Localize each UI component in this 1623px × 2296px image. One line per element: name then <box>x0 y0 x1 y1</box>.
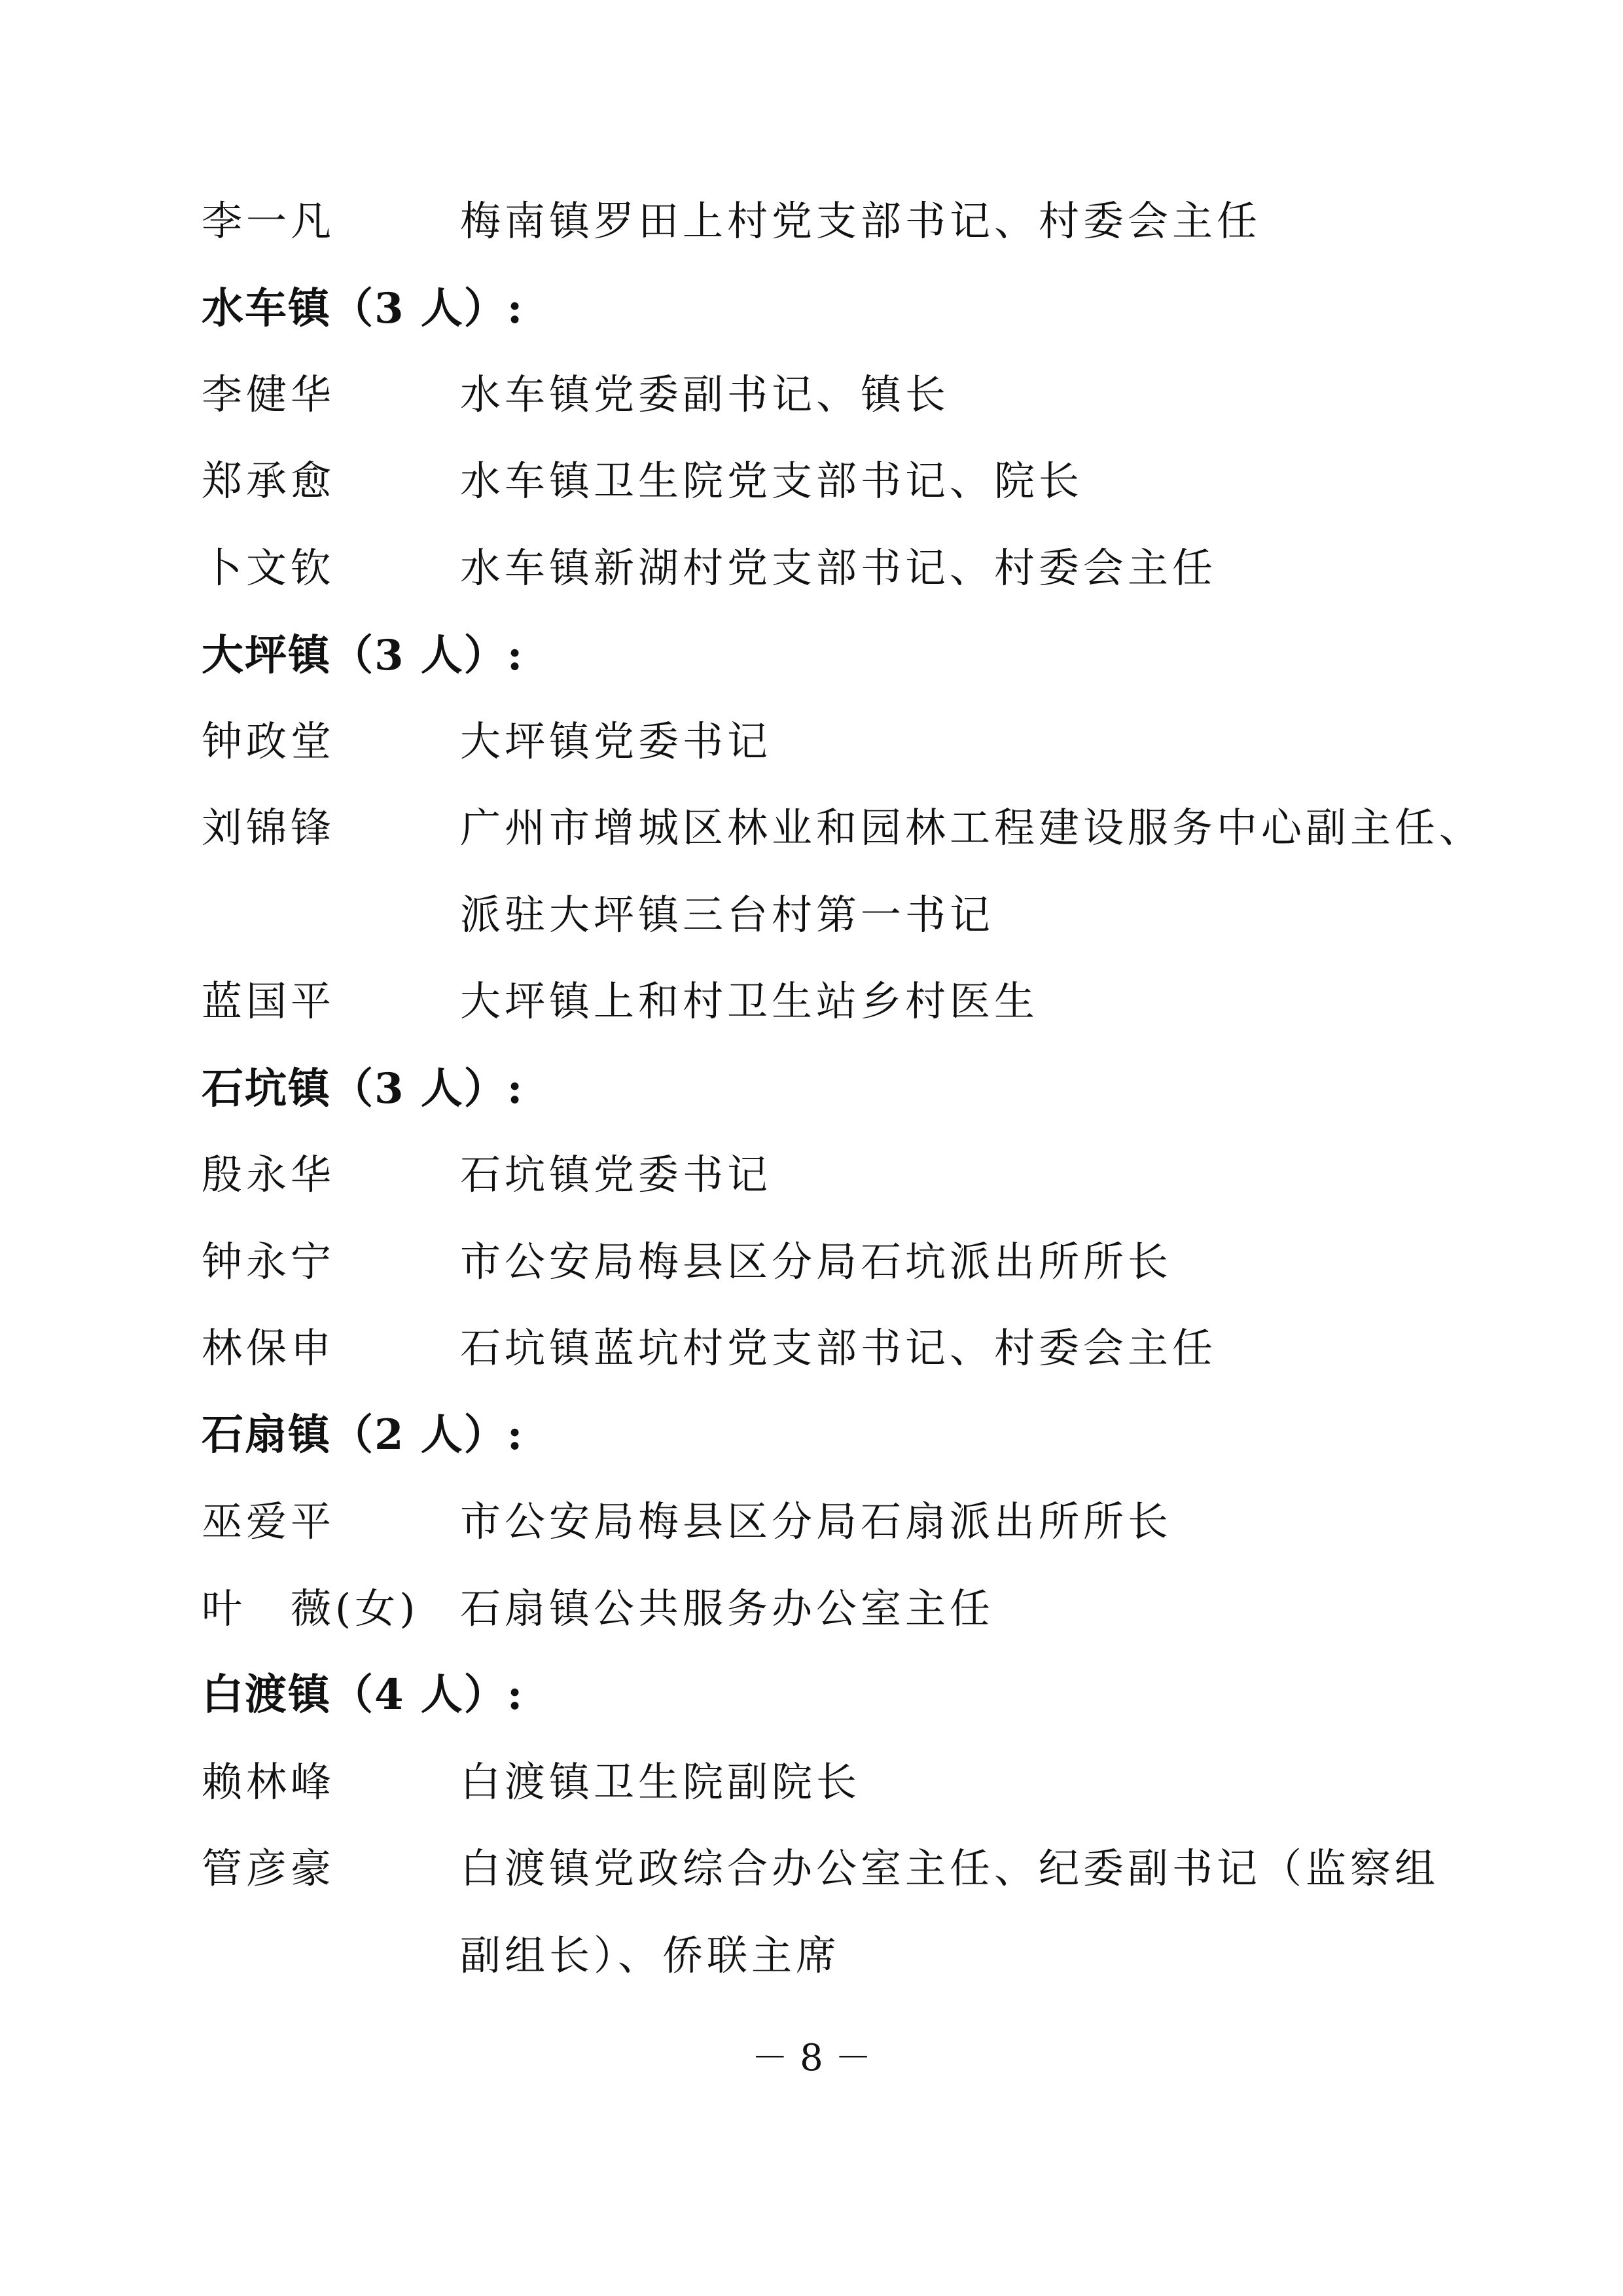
section-heading: 水车镇（3 人）: <box>202 284 524 333</box>
person-name: 赖林峰 <box>202 1758 336 1806</box>
person-role: 市公安局梅县区分局石扇派出所所长 <box>460 1498 1173 1545</box>
section-heading: 石扇镇（2 人）: <box>202 1410 524 1460</box>
section-heading: 白渡镇（4 人）: <box>202 1670 524 1719</box>
role-continuation: 副组长）、侨联主席 <box>460 1931 841 1979</box>
person-role: 白渡镇卫生院副院长 <box>460 1758 861 1806</box>
person-role: 大坪镇党委书记 <box>460 717 772 765</box>
person-role: 石坑镇党委书记 <box>460 1151 772 1198</box>
person-role: 市公安局梅县区分局石坑派出所所长 <box>460 1238 1173 1285</box>
person-name: 刘锦锋 <box>202 804 336 852</box>
person-role: 水车镇卫生院党支部书记、院长 <box>460 457 1084 505</box>
section-heading: 石坑镇（3 人）: <box>202 1064 524 1113</box>
person-role: 石坑镇蓝坑村党支部书记、村委会主任 <box>460 1324 1217 1372</box>
person-name: 卜文钦 <box>202 544 336 592</box>
page-number: － 8 － <box>751 2037 872 2079</box>
person-role: 白渡镇党政综合办公室主任、纪委副书记（监察组 <box>460 1844 1440 1892</box>
person-role: 水车镇新湖村党支部书记、村委会主任 <box>460 544 1217 592</box>
person-role: 广州市增城区林业和园林工程建设服务中心副主任、 <box>460 804 1484 852</box>
person-role: 梅南镇罗田上村党支部书记、村委会主任 <box>460 197 1262 245</box>
person-name: 李健华 <box>202 370 336 418</box>
role-continuation: 派驻大坪镇三台村第一书记 <box>460 891 995 939</box>
person-name: 钟政堂 <box>202 717 336 765</box>
section-heading: 大坪镇（3 人）: <box>202 631 524 680</box>
person-name: 巫爱平 <box>202 1498 336 1545</box>
person-name: 殷永华 <box>202 1151 336 1198</box>
person-name: 蓝国平 <box>202 977 336 1025</box>
person-name: 叶 薇(女) <box>202 1585 419 1632</box>
person-name: 钟永宁 <box>202 1238 336 1285</box>
person-role: 水车镇党委副书记、镇长 <box>460 370 950 418</box>
person-name: 郑承愈 <box>202 457 336 505</box>
person-name: 李一凡 <box>202 197 336 245</box>
person-name: 管彦豪 <box>202 1844 336 1892</box>
person-name: 林保申 <box>202 1324 336 1372</box>
person-role: 大坪镇上和村卫生站乡村医生 <box>460 977 1039 1025</box>
person-role: 石扇镇公共服务办公室主任 <box>460 1585 995 1632</box>
